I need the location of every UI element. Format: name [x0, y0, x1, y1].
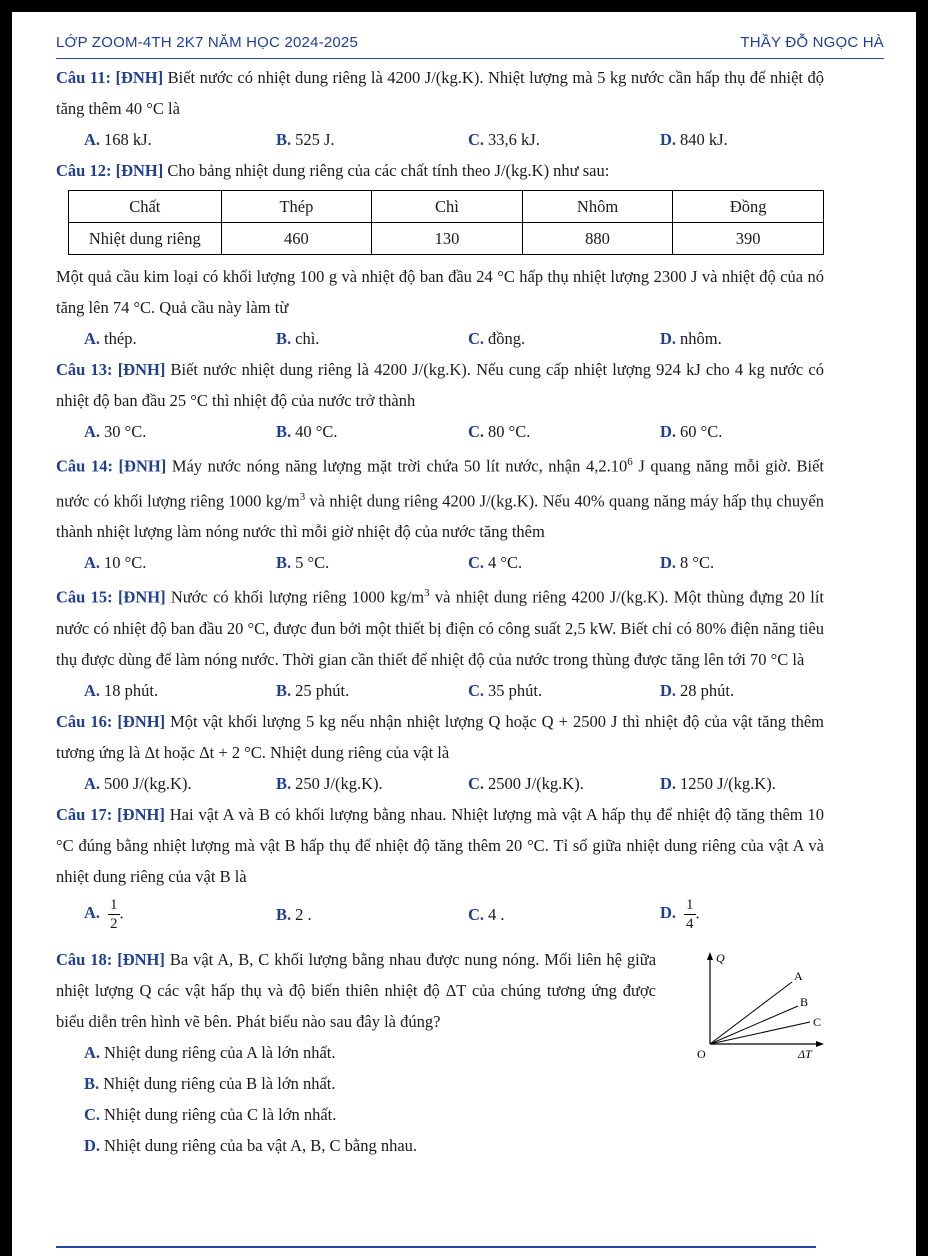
question-number: Câu 14: [56, 456, 113, 476]
table-cell: 130 [372, 223, 523, 255]
question-number: Câu 16: [56, 711, 113, 731]
question-12 [56, 155, 824, 186]
question-tag: [ĐNH] [117, 949, 165, 969]
option-c[interactable]: C. đồng. [468, 329, 526, 348]
footer-divider [56, 1246, 816, 1248]
fraction: $\frac{1}{2}$ [110, 897, 118, 932]
option-c[interactable]: C. 4 °C. [468, 553, 523, 572]
question-13 [56, 354, 824, 416]
option-a[interactable]: A. thép. [84, 329, 137, 348]
question-12-text2: Một quả cầu kim loại có khối lượng 100 g và nhiệt độ ban đầu 24 °C hấp thụ nhiệt lượng 2300 J và nhiệt độ của nó tăng lên 74 °C. Quả cầu này làm từ [56, 267, 824, 317]
options-16 [56, 768, 824, 799]
option-a[interactable]: A. Nhiệt dung riêng của A là lớn nhất. [84, 1042, 336, 1062]
question-tag: [ĐNH] [117, 587, 166, 607]
question-text: Biết nước có nhiệt dung riêng là 4200 J/(kg.K). Nhiệt lượng mà 5 kg nước cần hấp thụ để nhiệt độ tăng thêm 40 °C là [56, 68, 824, 118]
options-11 [56, 124, 824, 155]
question-text: Nước có khối lượng riêng 1000 kg/m [170, 587, 425, 607]
table-cell: 460 [221, 223, 372, 255]
question-17 [56, 799, 824, 892]
question-text: J quang năng mỗi giờ. Biết nước có khối lượng riêng 1000 kg/m [56, 456, 825, 510]
options-12 [56, 323, 824, 354]
table-cell: 390 [673, 223, 824, 255]
option-b[interactable]: B. 25 phút. [276, 680, 350, 700]
option-b[interactable]: B. chì. [276, 329, 320, 348]
specific-heat-table [68, 190, 824, 255]
option-b[interactable]: B. 525 J. [276, 130, 335, 149]
option-a[interactable]: A. $\frac{1}{2}$ . [84, 897, 124, 932]
table-cell: Chất [69, 191, 222, 223]
question-tag: [ĐNH] [117, 804, 165, 824]
table-cell: Thép [221, 191, 372, 223]
table-cell: Nhôm [522, 191, 673, 223]
exponent: 6 [627, 456, 633, 468]
option-c[interactable]: C. Nhiệt dung riêng của C là lớn nhất. [84, 1104, 337, 1124]
option-b[interactable]: B. 5 °C. [276, 553, 330, 572]
table-cell: Nhiệt dung riêng [69, 223, 222, 255]
question-text: Cho bảng nhiệt dung riêng của các chất tính theo J/(kg.K) như sau: [167, 161, 610, 180]
option-a[interactable]: A. 10 °C. [84, 553, 147, 572]
table-cell: Chì [372, 191, 523, 223]
line-b-label: B [800, 994, 809, 1009]
question-number: Câu 18: [56, 949, 113, 969]
y-axis-arrow [707, 952, 713, 960]
question-15 [56, 578, 824, 675]
question-number: Câu 13: [56, 360, 113, 379]
option-d[interactable]: D. 1250 J/(kg.K). [660, 773, 776, 793]
option-d[interactable]: D. 60 °C. [660, 422, 723, 441]
question-list [56, 62, 824, 1161]
x-axis-arrow [816, 1041, 824, 1047]
option-a[interactable]: A. 168 kJ. [84, 130, 152, 149]
option-a[interactable]: A. 18 phút. [84, 680, 159, 700]
question-text: và nhiệt dung riêng 4200 J/(kg.K). Nếu 40% quang năng máy hấp thụ chuyển thành nhiệt lượng làm nóng nước thì mỗi giờ nhiệt độ của nước tăng thêm [56, 491, 824, 541]
question-text: Máy nước nóng năng lượng mặt trời chứa 50 lít nước, nhận 4,2.10 [171, 456, 628, 476]
header-class-title: LỚP ZOOM-4TH 2K7 NĂM HỌC 2024-2025 [56, 34, 358, 51]
option-d[interactable]: D. 8 °C. [660, 553, 715, 572]
option-b[interactable]: B. 250 J/(kg.K). [276, 773, 383, 793]
table-header-row [69, 191, 824, 223]
question-number: Câu 11: [56, 68, 111, 87]
option-c[interactable]: C. 4 . [468, 905, 505, 924]
options-17 [56, 892, 824, 938]
line-a-label: A [794, 968, 803, 983]
option-b[interactable]: B. Nhiệt dung riêng của B là lớn nhất. [84, 1073, 336, 1093]
fraction: $\frac{1}{4}$ [686, 897, 694, 932]
question-18 [56, 944, 656, 1037]
line-b [710, 1006, 798, 1044]
line-c-label: C [813, 1014, 822, 1029]
question-tag: [ĐNH] [115, 68, 164, 87]
exponent: 3 [424, 587, 430, 599]
question-14 [56, 447, 824, 547]
option-a[interactable]: A. 30 °C. [84, 422, 147, 441]
question-text: Một vật khối lượng 5 kg nếu nhận nhiệt lượng Q hoặc Q + 2500 J thì nhiệt độ của vật tăng thêm tương ứng là Δt hoặc Δt + 2 °C. Nhiệt dung riêng của vật là [56, 711, 824, 762]
option-d[interactable]: D. 840 kJ. [660, 130, 728, 149]
option-a[interactable]: A. 500 J/(kg.K). [84, 773, 192, 793]
option-d[interactable]: D. $\frac{1}{4}$ . [660, 897, 700, 932]
header-teacher-name: THẦY ĐỖ NGỌC HÀ [740, 34, 884, 51]
question-tag: [ĐNH] [115, 161, 164, 180]
question-16 [56, 706, 824, 768]
table-row [69, 223, 824, 255]
options-15 [56, 675, 824, 706]
question-number: Câu 17: [56, 804, 113, 824]
option-c[interactable]: C. 80 °C. [468, 422, 531, 441]
question-11 [56, 62, 824, 124]
option-d[interactable]: D. Nhiệt dung riêng của ba vật A, B, C bằng nhau. [84, 1135, 418, 1155]
origin-label: O [697, 1046, 706, 1061]
option-d[interactable]: D. 28 phút. [660, 680, 735, 700]
table-cell: Đồng [673, 191, 824, 223]
exponent: 3 [299, 490, 306, 503]
table-cell: 880 [522, 223, 673, 255]
question-number: Câu 15: [56, 587, 113, 607]
question-tag: [ĐNH] [118, 456, 167, 476]
option-b[interactable]: B. 2 . [276, 905, 312, 924]
option-c[interactable]: C. 35 phút. [468, 680, 543, 700]
question-text: và nhiệt dung riêng 4200 J/(kg.K). Một thùng đựng 20 lít nước có nhiệt độ ban đầu 20 °C, được đun bởi một thiết bị điện có công suất 2,5 kW. Biết chỉ có 80% điện năng tiêu thụ được dùng để làm nóng nước. Thời gian cần thiết để nhiệt độ của nước trong thùng được tăng lên tới 70 °C là [56, 587, 824, 669]
question-tag: [ĐNH] [117, 711, 166, 731]
options-13 [56, 416, 824, 447]
question-text: Biết nước nhiệt dung riêng là 4200 J/(kg.K). Nếu cung cấp nhiệt lượng 924 kJ cho 4 kg nước có nhiệt độ ban đầu 25 °C thì nhiệt độ của nước trở thành [56, 360, 824, 410]
option-d[interactable]: D. nhôm. [660, 329, 722, 348]
question-text: Hai vật A và B có khối lượng bằng nhau. Nhiệt lượng mà vật A hấp thụ để nhiệt độ tăng thêm 10 °C đúng bằng nhiệt lượng mà vật B hấp thụ để nhiệt độ tăng thêm 20 °C. Tỉ số giữa nhiệt dung riêng của vật A và nhiệt dung riêng của vật B là [56, 804, 825, 886]
y-axis-label: Q [716, 950, 725, 965]
options-14 [56, 547, 824, 578]
question-tag: [ĐNH] [117, 360, 166, 379]
q-vs-deltat-graph [692, 944, 832, 1064]
page-header [56, 24, 884, 59]
option-c[interactable]: C. 2500 J/(kg.K). [468, 773, 584, 793]
x-axis-label: ΔT [798, 1046, 812, 1061]
question-text: Ba vật A, B, C khối lượng bằng nhau được nung nóng. Mối liên hệ giữa nhiệt lượng Q các vật hấp thụ và độ biến thiên nhiệt độ ΔT của chúng tương ứng được biểu diễn trên hình vẽ bên. Phát biểu nào sau đây là đúng? [56, 949, 657, 1031]
option-b[interactable]: B. 40 °C. [276, 422, 338, 441]
question-number: Câu 12: [56, 161, 112, 180]
option-c[interactable]: C. 33,6 kJ. [468, 130, 540, 149]
